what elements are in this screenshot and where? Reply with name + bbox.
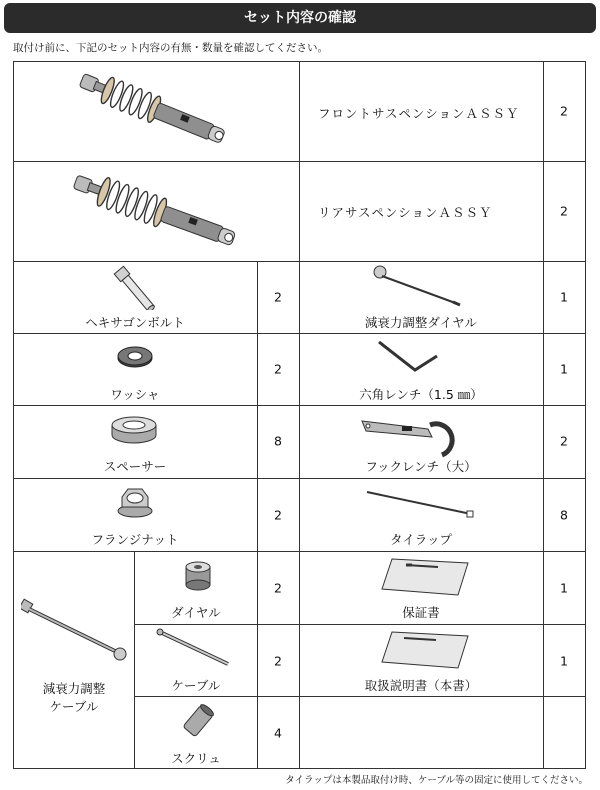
dial-label: ダイヤル [171,605,221,620]
cable-qty: 2 [274,653,282,669]
contents-table [13,61,586,769]
flange-nut-label: フランジナット [91,532,179,547]
cable-group-label-line2: ケーブル [49,699,99,714]
hexagon-bolt-icon [93,264,173,310]
dial-rod-qty: 1 [560,289,568,305]
manual-label: 取扱説明書（本書） [364,678,478,693]
front-suspension-label: フロントサスペンションＡＳＳＹ [318,106,520,121]
washer-icon [115,344,155,370]
tie-wrap-qty: 8 [560,507,568,523]
screw-qty: 4 [274,725,282,741]
hexagon-bolt-qty: 2 [274,289,282,305]
screw-icon [181,703,215,739]
intro-text: 取付け前に、下記のセット内容の有無・数量を確認してください。 [13,42,328,54]
warranty-qty: 1 [560,580,568,596]
footnote: タイラップは本製品取付け時、ケーブル等の固定に使用してください。 [285,775,588,786]
cable-group-label-line1: 減衰力調整 [42,681,106,696]
dial-rod-label: 減衰力調整ダイヤル [364,315,478,330]
cable-label: ケーブル [171,678,221,693]
screw-label: スクリュ [171,751,221,766]
rear-suspension-icon [68,165,248,259]
warranty-label: 保証書 [402,605,440,620]
cable-icon [156,628,236,670]
manual-icon [378,628,473,672]
damping-cable-icon [21,596,131,666]
flange-nut-qty: 2 [274,507,282,523]
cell-empty-qty [543,696,586,769]
tie-wrap-icon [363,486,478,520]
rear-suspension-label: リアサスペンションＡＳＳＹ [318,205,493,220]
washer-label: ワッシャ [110,387,160,402]
front-suspension-icon [73,66,238,158]
spacer-icon [108,411,160,445]
dial-qty: 2 [274,580,282,596]
washer-qty: 2 [274,361,282,377]
rear-suspension-qty: 2 [560,203,568,219]
hook-wrench-label: フックレンチ（大） [365,459,477,474]
cell-empty [299,696,544,769]
page-title: セット内容の確認 [4,3,596,33]
spacer-label: スペーサー [103,459,167,474]
hook-wrench-icon [358,409,468,459]
hex-wrench-qty: 1 [560,361,568,377]
front-suspension-qty: 2 [560,103,568,119]
dial-knob-icon [178,557,218,597]
hexagon-bolt-label: ヘキサゴンボルト [85,315,185,330]
hook-wrench-qty: 2 [560,433,568,449]
adjustment-dial-rod-icon [368,264,468,310]
hex-wrench-label: 六角レンチ（1.5 ㎜） [359,387,483,402]
manual-qty: 1 [560,653,568,669]
hex-wrench-icon [375,336,445,374]
flange-nut-icon [116,483,154,519]
spacer-qty: 8 [274,433,282,449]
tie-wrap-label: タイラップ [389,532,453,547]
warranty-card-icon [378,555,473,599]
